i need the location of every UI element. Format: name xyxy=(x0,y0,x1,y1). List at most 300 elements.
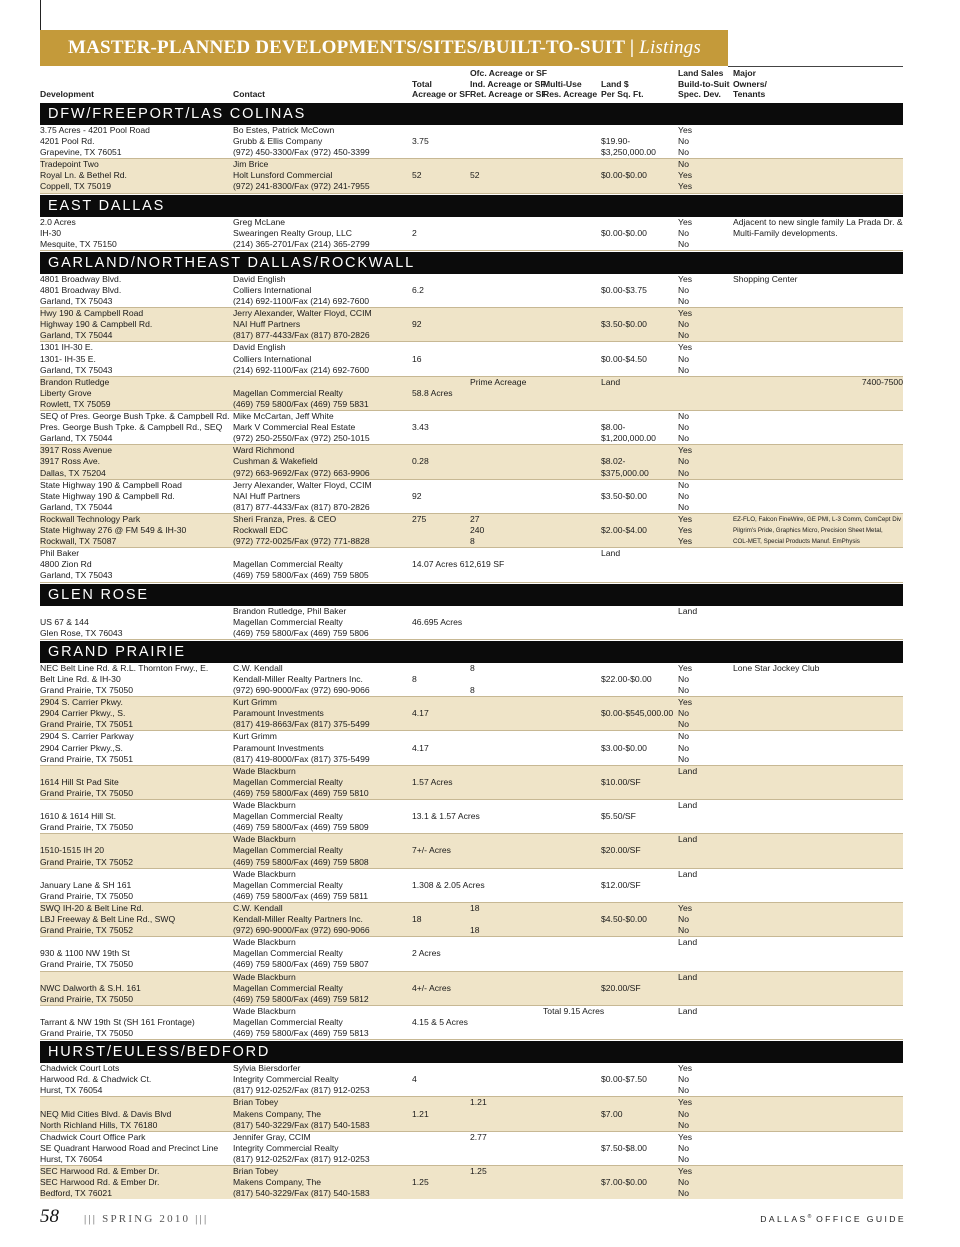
development-line xyxy=(40,972,230,983)
contact-line: (214) 365-2701/Fax (214) 365-2799 xyxy=(233,238,370,249)
contact-cell xyxy=(233,548,408,581)
development-line: Bedford, TX 76021 xyxy=(40,1188,112,1199)
land-price-cell xyxy=(601,1063,679,1085)
land-price-line xyxy=(601,217,679,228)
land-sales-line: Yes xyxy=(678,1166,693,1177)
contact-line: Brian Tobey xyxy=(233,1097,279,1108)
total-acreage-cell xyxy=(412,697,468,719)
development-line: 2904 Carrier Pkwy.,S. xyxy=(40,742,123,753)
banner-separator: | xyxy=(629,37,635,58)
land-sales-line: No xyxy=(678,708,689,719)
land-sales-line: No xyxy=(678,136,689,147)
contact-line: Magellan Commercial Realty xyxy=(233,845,343,856)
column-header-line: Build-to-Suit xyxy=(678,78,730,89)
development-line: Phil Baker xyxy=(40,548,80,559)
land-price-cell xyxy=(601,869,679,891)
total-acreage-cell xyxy=(412,217,468,239)
contact-line: (469) 759 5800/Fax (469) 759 5813 xyxy=(233,1028,369,1039)
contact-line: Wade Blackburn xyxy=(233,1005,296,1016)
land-price-cell xyxy=(601,731,679,753)
major-tenants-cell xyxy=(733,377,903,388)
development-cell xyxy=(40,1006,230,1039)
land-sales-line: No xyxy=(678,364,689,375)
land-price-line: $3.50-$0.00 xyxy=(601,490,647,501)
development-line: 3.75 Acres - 4201 Pool Road xyxy=(40,125,150,135)
listing-row xyxy=(40,697,903,731)
total-acreage-line xyxy=(412,869,468,880)
land-price-line xyxy=(601,1166,679,1177)
column-header-line: Tenants xyxy=(733,89,766,100)
office-acreage-cell xyxy=(470,663,542,696)
office-acreage-line: 8 xyxy=(470,536,475,547)
development-line: 2904 Carrier Pkwy., S. xyxy=(40,708,126,719)
contact-line: (469) 759 5800/Fax (469) 759 5805 xyxy=(233,570,369,581)
left-rule xyxy=(40,0,41,30)
land-price-cell xyxy=(601,1097,679,1119)
land-sales-cell xyxy=(678,125,733,158)
land-price-cell xyxy=(601,1166,679,1188)
development-cell xyxy=(40,766,230,799)
land-sales-line: No xyxy=(678,467,689,478)
contact-cell xyxy=(233,274,408,307)
land-price-line: $0.00-$0.00 xyxy=(601,170,647,181)
contact-line: (972) 663-9692/Fax (972) 663-9906 xyxy=(233,467,370,478)
land-sales-cell xyxy=(678,800,733,811)
contact-line: (214) 692-1100/Fax (214) 692-7600 xyxy=(233,364,369,375)
development-cell xyxy=(40,217,230,250)
land-sales-line: Land xyxy=(678,765,698,776)
listing-row xyxy=(40,342,903,376)
contact-line: Magellan Commercial Realty xyxy=(233,1016,343,1027)
contact-line: Magellan Commercial Realty xyxy=(233,982,343,993)
office-acreage-line: 27 xyxy=(470,513,480,524)
land-sales-line: Yes xyxy=(678,273,693,284)
land-sales-cell xyxy=(678,937,733,948)
contact-line xyxy=(233,377,408,388)
contact-cell xyxy=(233,903,408,936)
land-sales-line: Yes xyxy=(678,1097,693,1108)
contact-cell xyxy=(233,606,408,639)
development-cell xyxy=(40,606,230,639)
contact-line: Wade Blackburn xyxy=(233,971,296,982)
major-tenants-line: Pilgrim's Pride, Graphics Micro, Precision Sheet Metal, xyxy=(733,527,883,535)
listing-row xyxy=(40,480,903,514)
total-acreage-cell xyxy=(412,514,468,525)
contact-cell xyxy=(233,217,408,250)
land-price-line xyxy=(601,1097,679,1108)
listing-row xyxy=(40,445,903,479)
land-price-line xyxy=(601,1132,679,1143)
contact-line: NAI Huff Partners xyxy=(233,319,301,330)
land-sales-line: Land xyxy=(678,1005,698,1016)
development-cell xyxy=(40,697,230,730)
total-acreage-line: 52 xyxy=(412,170,422,181)
development-cell xyxy=(40,377,230,410)
contact-line: Mark V Commercial Real Estate xyxy=(233,422,356,433)
listing-row xyxy=(40,159,903,193)
contact-line: Wade Blackburn xyxy=(233,765,296,776)
development-line: SEQ of Pres. George Bush Tpke. & Campbell Rd. xyxy=(40,411,230,422)
total-acreage-line xyxy=(412,377,468,388)
development-line: Chadwick Court Lots xyxy=(40,1063,120,1074)
land-sales-cell xyxy=(678,606,733,617)
office-acreage-cell xyxy=(470,1166,542,1177)
total-acreage-line xyxy=(412,731,468,742)
land-price-cell xyxy=(601,125,679,158)
contact-line: (469) 759 5800/Fax (469) 759 5806 xyxy=(233,627,369,638)
banner-subtitle: Listings xyxy=(639,37,701,58)
listings-table xyxy=(40,68,903,1199)
total-acreage-line: 4 xyxy=(412,1074,417,1085)
land-sales-cell xyxy=(678,697,733,730)
contact-line: (817) 419-8663/Fax (817) 375-5499 xyxy=(233,719,370,730)
development-line: 3917 Ross Ave. xyxy=(40,456,101,467)
contact-line: C.W. Kendall xyxy=(233,662,283,673)
development-cell xyxy=(40,514,230,547)
contact-line: (817) 540-3229/Fax (817) 540-1583 xyxy=(233,1188,370,1199)
listing-row xyxy=(40,308,903,342)
land-price-line xyxy=(601,903,679,914)
development-cell xyxy=(40,1166,230,1199)
land-price-line: $7.00-$0.00 xyxy=(601,1177,647,1188)
total-acreage-cell xyxy=(412,274,468,296)
listing-row xyxy=(40,731,903,765)
development-line: 4801 Broadway Blvd. xyxy=(40,284,122,295)
development-line xyxy=(40,606,230,617)
land-price-cell xyxy=(601,903,679,925)
development-line: Tarrant & NW 19th St (SH 161 Frontage) xyxy=(40,1016,195,1027)
total-acreage-line xyxy=(412,972,468,983)
land-price-cell xyxy=(601,800,679,822)
total-acreage-line: 4+/- Acres xyxy=(412,982,451,993)
land-price-line: $0.00-$7.50 xyxy=(601,1074,647,1085)
land-sales-cell xyxy=(678,972,733,983)
land-price-cell xyxy=(601,834,679,856)
land-sales-line: No xyxy=(678,159,689,170)
development-line: Royal Ln. & Bethel Rd. xyxy=(40,170,127,181)
office-acreage-line: 18 xyxy=(470,925,480,936)
development-cell xyxy=(40,1063,230,1096)
development-line: Tradepoint Two xyxy=(40,159,99,170)
land-sales-cell xyxy=(678,411,733,444)
development-cell xyxy=(40,972,230,1005)
page-banner xyxy=(40,30,728,66)
total-acreage-cell xyxy=(412,869,485,891)
land-sales-line: Land xyxy=(678,605,698,616)
contact-line: David English xyxy=(233,342,286,353)
total-acreage-line: 2 Acres xyxy=(412,948,441,959)
total-acreage-line xyxy=(412,480,468,491)
column-header-line: Contact xyxy=(233,89,265,100)
major-tenants-line: 7400-7500 xyxy=(861,376,903,387)
development-line xyxy=(40,1006,230,1017)
development-line: Coppell, TX 75019 xyxy=(40,181,112,192)
development-cell xyxy=(40,342,230,375)
contact-line: Makens Company, The xyxy=(233,1108,322,1119)
development-line: 3917 Ross Avenue xyxy=(40,445,112,456)
total-acreage-cell xyxy=(412,411,468,433)
land-price-line: $0.00-$545,000.00 xyxy=(601,708,674,719)
land-price-cell xyxy=(601,1132,679,1154)
contact-cell xyxy=(233,972,408,1005)
land-price-cell xyxy=(601,342,679,364)
land-sales-line: Yes xyxy=(678,216,693,227)
development-line: Grand Prairie, TX 75050 xyxy=(40,822,133,833)
land-sales-line: Land xyxy=(678,971,698,982)
land-sales-cell xyxy=(678,514,733,547)
land-sales-line: No xyxy=(678,685,689,696)
development-line: Grand Prairie, TX 75050 xyxy=(40,685,133,696)
land-sales-line: No xyxy=(678,296,689,307)
development-line: Grand Prairie, TX 75052 xyxy=(40,856,133,867)
contact-line: (469) 759 5800/Fax (469) 759 5812 xyxy=(233,993,369,1004)
column-header-line: Major xyxy=(733,68,756,79)
development-line: Liberty Grove xyxy=(40,387,92,398)
contact-line: Paramount Investments xyxy=(233,742,324,753)
contact-line: Sylvia Biersdorfer xyxy=(233,1063,301,1074)
office-acreage-line: 52 xyxy=(470,170,480,181)
office-acreage-line: Prime Acreage xyxy=(470,376,527,387)
land-sales-cell xyxy=(678,766,733,777)
land-price-line xyxy=(601,766,679,777)
land-price-cell xyxy=(601,217,679,239)
contact-line: Magellan Commercial Realty xyxy=(233,559,343,570)
land-price-line: $8.00- xyxy=(601,422,626,433)
column-header-line: Spec. Dev. xyxy=(678,89,721,100)
major-tenants-cell xyxy=(733,663,903,674)
total-acreage-line xyxy=(412,1063,468,1074)
contact-line: Kendall-Miller Realty Partners Inc. xyxy=(233,914,363,925)
contact-line: Colliers International xyxy=(233,353,312,364)
office-acreage-line xyxy=(470,914,542,925)
contact-cell xyxy=(233,1132,408,1165)
contact-line: David English xyxy=(233,273,286,284)
listing-row xyxy=(40,800,903,834)
contact-cell xyxy=(233,937,408,970)
land-price-line: $3.00-$0.00 xyxy=(601,742,647,753)
listing-row xyxy=(40,937,903,971)
development-line: Grand Prairie, TX 75050 xyxy=(40,890,133,901)
col-total xyxy=(412,79,470,100)
total-acreage-line: 92 xyxy=(412,490,422,501)
land-price-cell xyxy=(601,663,679,685)
land-price-line xyxy=(601,445,679,456)
contact-line: Makens Company, The xyxy=(233,1177,322,1188)
total-acreage-line xyxy=(412,903,468,914)
land-price-line xyxy=(601,1063,679,1074)
land-sales-line: No xyxy=(678,411,689,422)
column-header-line: Multi-Use xyxy=(543,78,582,89)
land-price-cell xyxy=(601,274,679,296)
land-sales-cell xyxy=(678,1006,733,1017)
listing-row xyxy=(40,766,903,800)
land-price-line xyxy=(601,480,679,491)
total-acreage-line xyxy=(412,342,468,353)
contact-line: (817) 877-4433/Fax (817) 870-2826 xyxy=(233,330,370,341)
contact-cell xyxy=(233,159,408,192)
contact-cell xyxy=(233,480,408,513)
section-header: GARLAND/NORTHEAST DALLAS/ROCKWALL xyxy=(40,252,903,274)
development-line: 1510-1515 IH 20 xyxy=(40,845,105,856)
land-sales-line: No xyxy=(678,238,689,249)
contact-line: Jerry Alexander, Walter Floyd, CCIM xyxy=(233,308,372,319)
land-price-line xyxy=(601,869,679,880)
total-acreage-cell xyxy=(412,937,468,959)
land-price-line xyxy=(601,308,679,319)
header-rule xyxy=(728,66,903,67)
land-sales-line: No xyxy=(678,284,689,295)
development-line: 4201 Pool Rd. xyxy=(40,136,95,147)
total-acreage-cell xyxy=(412,903,468,925)
col-major xyxy=(733,68,767,100)
development-line: Garland, TX 75044 xyxy=(40,433,113,444)
development-line: Garland, TX 75044 xyxy=(40,501,113,512)
contact-line: (469) 759 5800/Fax (469) 759 5811 xyxy=(233,890,369,901)
development-line: US 67 & 144 xyxy=(40,616,89,627)
listing-row xyxy=(40,903,903,937)
development-cell xyxy=(40,1132,230,1165)
land-price-line xyxy=(601,411,679,422)
land-price-cell xyxy=(601,480,679,502)
total-acreage-cell xyxy=(412,972,468,994)
land-sales-line: Yes xyxy=(678,513,693,524)
contact-cell xyxy=(233,731,408,764)
land-sales-line: Yes xyxy=(678,525,693,536)
land-sales-line: Yes xyxy=(678,902,693,913)
column-header-line: Ret. Acreage or SF xyxy=(470,89,547,100)
development-cell xyxy=(40,834,230,867)
issue-label: ||| SPRING 2010 ||| xyxy=(84,1213,209,1225)
land-price-line: $375,000.00 xyxy=(601,467,649,478)
guide-label xyxy=(760,1214,906,1224)
total-acreage-line: 16 xyxy=(412,353,422,364)
total-acreage-cell xyxy=(412,1097,468,1119)
major-tenants-line: EZ-FLO, Falcon FineWire, GE PMI, L-3 Comm, ComCept Div xyxy=(733,515,902,523)
development-line xyxy=(40,834,230,845)
development-cell xyxy=(40,548,230,581)
land-sales-cell xyxy=(678,903,733,936)
total-acreage-line: 13.1 & 1.57 Acres xyxy=(412,811,480,822)
development-line: Hurst, TX 76054 xyxy=(40,1085,103,1096)
land-sales-line: No xyxy=(678,673,689,684)
land-price-line: $20.00/SF xyxy=(601,982,641,993)
development-line xyxy=(40,800,230,811)
total-acreage-line xyxy=(412,217,468,228)
total-acreage-line xyxy=(412,800,468,811)
listing-row xyxy=(40,1063,903,1097)
column-header-line: Total xyxy=(412,78,432,89)
development-line: Grand Prairie, TX 75050 xyxy=(40,787,133,798)
development-cell xyxy=(40,274,230,307)
page-number: 58 xyxy=(40,1206,59,1227)
land-sales-line: Yes xyxy=(678,1063,693,1074)
land-price-line xyxy=(601,834,679,845)
total-acreage-line xyxy=(412,125,468,136)
total-acreage-line: 18 xyxy=(412,914,422,925)
land-price-cell xyxy=(601,377,679,388)
total-acreage-line: 3.75 xyxy=(412,136,429,147)
contact-cell xyxy=(233,342,408,375)
contact-cell xyxy=(233,869,408,902)
land-price-cell xyxy=(601,308,679,330)
office-acreage-line: 1.25 xyxy=(470,1166,487,1177)
contact-line: (469) 759 5800/Fax (469) 759 5808 xyxy=(233,856,369,867)
development-line: Rockwall Technology Park xyxy=(40,513,141,524)
multi-use-line: Total 9.15 Acres xyxy=(543,1005,605,1016)
contact-cell xyxy=(233,514,408,547)
contact-line: Wade Blackburn xyxy=(233,937,296,948)
land-sales-cell xyxy=(678,445,733,478)
development-line: Grapevine, TX 76051 xyxy=(40,147,122,158)
land-price-line xyxy=(601,697,679,708)
land-price-line xyxy=(601,800,679,811)
contact-cell xyxy=(233,1097,408,1130)
listing-row xyxy=(40,125,903,159)
contact-line: (972) 690-9000/Fax (972) 690-9066 xyxy=(233,685,370,696)
total-acreage-cell xyxy=(412,308,468,330)
total-acreage-line: 4.17 xyxy=(412,742,429,753)
land-sales-line: Land xyxy=(678,834,698,845)
land-price-line xyxy=(601,663,679,674)
land-sales-cell xyxy=(678,1166,733,1199)
development-cell xyxy=(40,125,230,158)
development-line xyxy=(40,869,230,880)
development-line: NWC Dalworth & S.H. 161 xyxy=(40,982,141,993)
total-acreage-cell xyxy=(412,480,468,502)
development-line: Grand Prairie, TX 75050 xyxy=(40,993,133,1004)
guide-name: DALLAS xyxy=(760,1214,808,1224)
total-acreage-line xyxy=(412,445,468,456)
contact-cell xyxy=(233,766,408,799)
land-price-line: $20.00/SF xyxy=(601,845,641,856)
development-line: Garland, TX 75043 xyxy=(40,364,113,375)
col-land-price xyxy=(601,79,644,100)
land-price-line: $19.90- xyxy=(601,136,631,147)
contact-line: Wade Blackburn xyxy=(233,800,296,811)
land-price-line: $8.02- xyxy=(601,456,626,467)
contact-cell xyxy=(233,377,408,410)
column-header-line: Per Sq. Ft. xyxy=(601,89,644,100)
office-acreage-line: 8 xyxy=(470,662,475,673)
contact-line: (817) 912-0252/Fax (817) 912-0253 xyxy=(233,1085,370,1096)
land-sales-line: No xyxy=(678,1188,689,1199)
land-sales-line: No xyxy=(678,914,689,925)
land-sales-cell xyxy=(678,217,733,250)
col-multi-use xyxy=(543,79,597,100)
development-line: State Highway 190 & Campbell Rd. xyxy=(40,490,175,501)
total-acreage-cell xyxy=(412,731,468,753)
total-acreage-cell xyxy=(412,663,468,685)
column-header-line: Owners/ xyxy=(733,78,767,89)
total-acreage-line: 7+/- Acres xyxy=(412,845,451,856)
development-cell xyxy=(40,445,230,478)
section-header: GRAND PRAIRIE xyxy=(40,641,903,663)
major-tenants-line: Lone Star Jockey Club xyxy=(733,662,820,673)
contact-line: Grubb & Ellis Company xyxy=(233,136,323,147)
total-acreage-line xyxy=(412,937,468,948)
land-sales-line: No xyxy=(678,753,689,764)
contact-line: Greg McLane xyxy=(233,216,286,227)
land-sales-line: No xyxy=(678,1108,689,1119)
contact-line: Magellan Commercial Realty xyxy=(233,948,343,959)
land-sales-line: Yes xyxy=(678,697,693,708)
listing-row xyxy=(40,548,903,582)
development-line: Hwy 190 & Campbell Road xyxy=(40,308,144,319)
total-acreage-cell xyxy=(412,445,468,467)
land-sales-cell xyxy=(678,1132,733,1165)
land-price-line: $0.00-$0.00 xyxy=(601,227,647,238)
land-price-cell xyxy=(601,514,679,536)
